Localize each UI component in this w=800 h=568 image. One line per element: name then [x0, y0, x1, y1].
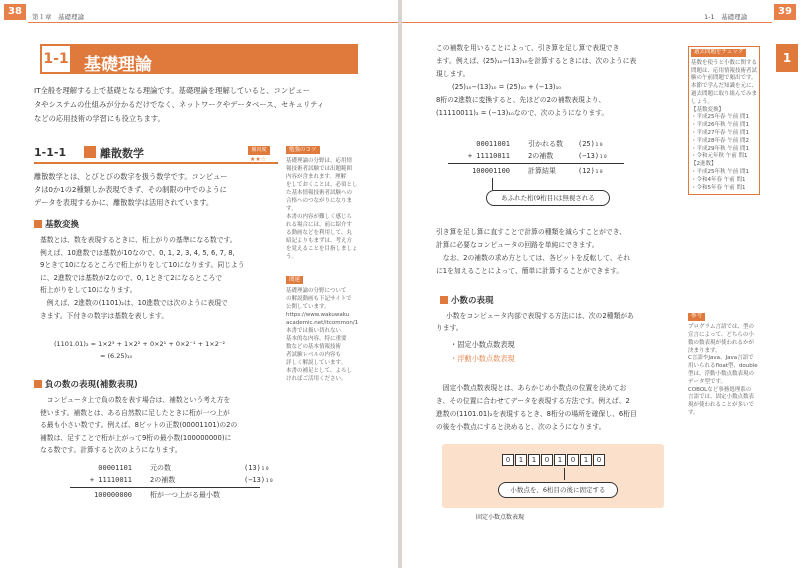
figure-caption: 固定小数点数表現: [476, 514, 525, 521]
note-box: [688, 46, 760, 195]
text-line: なお、2の補数の求め方としては、各ビットを反転して、それ: [436, 254, 631, 262]
fig-inner-caption: 小数点を、6桁目の後に固定する: [498, 482, 618, 498]
subsection-marker-icon: [84, 146, 96, 158]
subsection-intro: [34, 170, 284, 209]
side-tip-line: れる場合には、前に紹介す: [286, 222, 353, 228]
heading-marker-icon: [34, 380, 42, 388]
text-line: に1を加えることによって、簡単に計算することができます。: [436, 267, 624, 275]
ref-line: C言語やJava、Java言語で: [688, 355, 754, 362]
negative-line: 補数は、足すことで桁が上がって9桁の最小数(100000000)に: [40, 433, 232, 442]
ref-line: す。: [688, 409, 699, 416]
intro-line: IT全般を理解する上で基礎となる理論です。基礎理論を理解していると、コンピュー: [34, 86, 311, 95]
side-ref-line: 本書の補足として、よろし: [286, 368, 352, 374]
running-head-right: 1-1 基礎理論: [704, 13, 748, 21]
side-tip-line: 報技術者試験では出題範囲: [286, 166, 353, 172]
side-tip-line: を覚えることを目指しましょう。: [286, 246, 358, 260]
negative-line: コンピュータ上で負の数を表す場合は、補数という考え方を: [40, 396, 231, 404]
side-ref-line: https://www.wakuwaku: [286, 312, 350, 318]
text-line: 進数の(1101.01)₂を表現するとき、8桁分の場所を確保し、6桁目: [436, 410, 637, 418]
complement-calc: [70, 462, 274, 501]
note-line: 【基数変換】: [691, 106, 725, 113]
radix-line: 例えば、2進数の(1101)₂は、10進数では次のように表現で: [40, 298, 228, 307]
point-marker: [564, 468, 565, 480]
side-ref-line: 本書では扱い切れない: [286, 328, 342, 334]
reference-note: [688, 313, 760, 417]
ref-line: プログラム言語では、型の: [688, 324, 754, 331]
left-page: [0, 0, 398, 568]
note-line: 験の午前問題で頻出です。: [691, 75, 757, 82]
note-line: 基数を使うと小数に関する: [691, 59, 758, 66]
negative-line: なる数です。計算すると次のようになります。: [40, 446, 182, 455]
heading-decimal-text: 小数の表現: [451, 296, 494, 306]
text-line: (25)₁₀−(13)₁₀ = (25)₁₀ + (−13)₁₀: [452, 83, 562, 91]
negative-paragraph: [40, 394, 280, 457]
text-line: の後を小数点にすると決めると、次のようになります。: [436, 423, 606, 431]
note-title: 過去問題をチェック: [691, 49, 746, 57]
side-ref-line: academic.net/itcommon/1: [286, 320, 359, 326]
calc-row: 100001100 計算結果 (12)₁₀: [472, 167, 604, 175]
sub-intro-line: タは0か1の2種類しか表現できず、その制限の中でのように: [34, 185, 227, 194]
frequency-badge: 頻出度: [248, 146, 270, 155]
side-tip-line: 基礎理論の分野は、応用情: [286, 158, 353, 164]
side-ref-line: ければご活用ください。: [286, 376, 347, 382]
text-line: き、その位置に合わせてデータを表現する方法です。例えば、2: [436, 397, 630, 405]
ref-line: 用いられるfloat型、double: [688, 363, 758, 370]
decimal-intro-2: ります。: [436, 324, 463, 332]
note-line: ・令和元年秋 午前 問1: [691, 153, 748, 160]
section-title: 基礎理論: [84, 55, 152, 75]
fixed-point-paragraph: [436, 382, 686, 434]
bit-row: [502, 454, 606, 466]
bullet-float-text: 浮動小数点数表現: [457, 354, 515, 363]
bit-cell: 1: [554, 454, 566, 466]
heading-radix: [34, 218, 79, 230]
calc-row: + 11110011 2の補数 (−13)₁₀: [467, 152, 608, 160]
header-rule: [28, 22, 398, 23]
fixed-point-figure: [442, 444, 664, 508]
side-tip-line: 内容が含まれます。理解: [286, 174, 347, 180]
bit-cell: 1: [580, 454, 592, 466]
radix-line: きます。下付きの数字は基数を表します。: [40, 311, 169, 320]
heading-negative-text: 負の数の表現(補数表現): [45, 380, 138, 390]
side-tip-line: た基本情報技術者試験への: [286, 190, 353, 196]
text-line: 8桁の2進数に変換すると、先ほどの2の補数表現より、: [436, 96, 606, 104]
calc-row: + 11110011 2の補数 (−13)₁₀: [89, 476, 274, 484]
overflow-note: あふれた桁(9桁目)は無視される: [486, 190, 610, 206]
subsection-title: 離散数学: [100, 147, 144, 160]
text-line: この補数を用いることによって、引き算を足し算で表現でき: [436, 44, 620, 52]
ref-line: 現が使われることが多いで: [688, 402, 755, 409]
subsection-heading: [34, 144, 278, 164]
ref-line: 言語では、固定小数点数表: [688, 394, 755, 401]
bullet-float: ・浮動小数点数表現: [450, 354, 515, 363]
note-line: ・平成25年秋 午前 問1: [691, 168, 749, 175]
text-line: 現します。: [436, 70, 470, 78]
side-tip-line: をしておくことは、必須とし: [286, 182, 358, 188]
side-ref-line: 基礎理論の分野について: [286, 288, 347, 294]
note-line: ・平成28年春 午前 問2: [691, 137, 749, 144]
decimal-intro: 小数をコンピュータ内部で表現する方法には、次の2種類があ: [446, 312, 634, 320]
note-line: 【2進数】: [691, 161, 717, 168]
sub-intro-line: データを表現するかに、離散数学は活用されています。: [34, 198, 214, 207]
ref-line: 宣言によって、どちらの小: [688, 331, 754, 338]
bullet-fixed-text: 固定小数点数表現: [457, 340, 515, 349]
radix-line: 例えば、10進数では基数が10なので、0, 1, 2, 3, 4, 5, 6, 7, 8,: [40, 248, 235, 257]
reference-title: 参考: [688, 313, 705, 321]
side-tip-line: 本書の内容が難しく感じら: [286, 214, 353, 220]
ref-line: 数の数表現が使われるかが: [688, 339, 755, 346]
side-tip-line: す。: [286, 206, 297, 212]
side-ref-label: 関連: [286, 276, 303, 284]
section-number: 1-1: [40, 44, 72, 74]
running-head-left: 第１章 基礎理論: [32, 13, 84, 21]
side-tip-line: 合格へのつながりになりま: [286, 198, 353, 204]
side-tip-line: 暗記よりもまずは、考え方: [286, 238, 353, 244]
radix-paragraph: [40, 234, 280, 322]
note-line: しょう。: [691, 98, 714, 105]
radix-line: 桁上がりをして10になります。: [40, 286, 137, 295]
bit-cell: 0: [502, 454, 514, 466]
calc-row: 00011001 引かれる数 (25)₁₀: [476, 140, 604, 148]
side-ref-line: 詳しく解説しています。: [286, 360, 347, 366]
page-number-left: 38: [4, 4, 26, 20]
side-ref-line: 基本的な内容、特に重要: [286, 336, 347, 342]
note-line: ・平成25年春 午前 問1: [691, 114, 749, 121]
text-line: (11110011)₂ = (−13)₁₀なので、次のようになります。: [436, 109, 609, 117]
intro-line: タやシステムの仕組みが分かるだけでなく、ネットワークやデータベース、セキュリティ: [34, 100, 325, 109]
calc-row: 00001101 元の数 (13)₁₀: [98, 464, 270, 472]
side-ref-line: 公開しています。: [286, 304, 330, 310]
radix-line: に、2進数では基数が2なので、0, 1ときて2になるところで: [40, 273, 223, 282]
ref-line: 型は、浮動小数点数表現の: [688, 370, 755, 377]
bit-cell: 0: [567, 454, 579, 466]
intro-line: などの応用技術の学習にも役立ちます。: [34, 114, 165, 123]
heading-decimal: [440, 294, 494, 306]
radix-line: 9ときて10になるところで桁上がりをして10になります。同じよう: [40, 261, 245, 270]
page-number-right: 39: [774, 4, 796, 20]
negative-line: 使います。補数とは、ある自然数に足したときに桁が一つ上が: [40, 408, 230, 417]
side-reference: [286, 276, 360, 383]
heading-marker-icon: [440, 296, 448, 304]
subsection-number: 1-1-1: [34, 146, 67, 159]
radix-formula: (1101.01)₂ = 1×2³ + 1×2² + 0×2¹ + 0×2⁻¹ + 1×2⁻²: [54, 340, 225, 348]
note-line: ・令和5年春 午前 問1: [691, 184, 746, 191]
header-rule-right: [402, 22, 772, 23]
ref-line: データ型です。: [688, 378, 727, 385]
ref-line: COBOLなど事務処理系の: [688, 386, 752, 393]
frequency-stars: ★★☆: [250, 156, 267, 163]
ref-line: 決まります。: [688, 347, 721, 354]
side-tip: [286, 146, 360, 261]
side-ref-line: の解説動画も下記サイトで: [286, 296, 352, 302]
calc-rule: [448, 163, 624, 164]
past-exam-note: [688, 46, 760, 418]
radix-line: 基数とは、数を表現するときに、桁上がりの基準になる数です。: [40, 236, 237, 244]
bit-cell: 1: [515, 454, 527, 466]
note-line: ・平成29年秋 午前 問1: [691, 145, 749, 152]
note-line: 問題は、応用情報技術者試: [691, 67, 758, 74]
text-line: 計算に必要なコンピュータの回路を単純にできます。: [436, 241, 599, 249]
note-line: ・令和4年春 午前 問1: [691, 176, 746, 183]
bit-cell: 0: [541, 454, 553, 466]
negative-line: る最も小さい数です。例えば、8ビットの正数(00001101)の2の: [40, 421, 238, 430]
heading-radix-text: 基数変換: [45, 220, 80, 230]
chapter-tab: 1: [776, 44, 798, 72]
subtraction-paragraph: [436, 42, 686, 120]
heading-marker-icon: [34, 220, 42, 228]
note-line: ・平成27年春 午前 問1: [691, 129, 749, 136]
note-line: 本節で学んだ知識を元に、: [691, 83, 758, 90]
side-tip-label: 勉強のコツ: [286, 146, 320, 154]
text-line: ます。例えば、(25)₁₀−(13)₁₀を計算するときには、次のように表: [436, 57, 637, 65]
sub-intro-line: 離散数学とは、とびとびの数字を扱う数学です。コンピュー: [34, 172, 228, 181]
overflow-pointer: [492, 178, 493, 190]
bullet-fixed: ・固定小数点数表現: [450, 340, 515, 349]
calc-rule: [70, 487, 260, 488]
text-line: 固定小数点数表現とは、あらかじめ小数点の位置を決めてお: [436, 384, 627, 392]
note-line: 過去問題に取り組んでみま: [691, 90, 758, 97]
intro-paragraph: [34, 84, 364, 126]
complement-summary: [436, 226, 686, 278]
bit-cell: 1: [528, 454, 540, 466]
bit-cell: 0: [593, 454, 605, 466]
heading-negative: [34, 378, 138, 390]
note-line: ・平成26年秋 午前 問1: [691, 122, 749, 129]
radix-formula-result: = (6.25)₁₀: [100, 352, 133, 360]
side-ref-line: 数などの基本情報技術: [286, 344, 342, 350]
calc-row: 100000000 桁が一つ上がる最小数: [94, 491, 220, 499]
side-ref-line: 者試験レベルの内容も: [286, 352, 342, 358]
text-line: 引き算を足し算に直すことで計算の種類を減らすことができ、: [436, 228, 627, 236]
side-tip-line: る動画などを利用して、丸: [286, 230, 352, 236]
subtraction-calc: [448, 138, 624, 177]
